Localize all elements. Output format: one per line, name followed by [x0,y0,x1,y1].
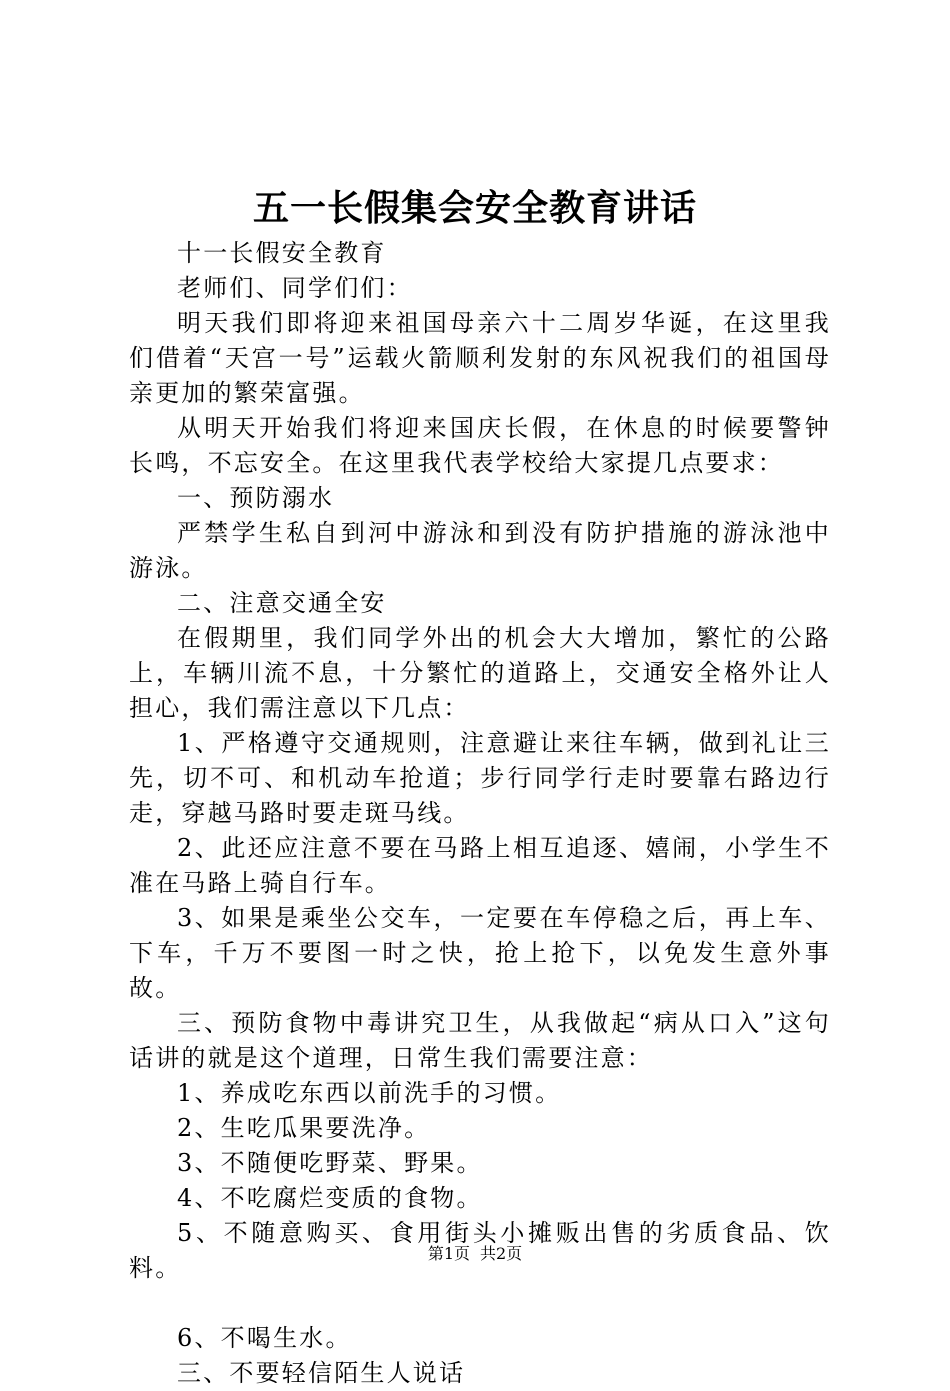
food-item-6: 6、不喝生水。 [177,1324,352,1352]
food-item-1: 1、养成吃东西以前洗手的习惯。 [177,1079,562,1107]
document-body [129,236,831,1391]
food-item-4: 4、不吃腐烂变质的食物。 [177,1184,483,1212]
food-item-3: 3、不随便吃野菜、野果。 [177,1149,483,1177]
heading-traffic: 二、注意交通全安 [177,589,387,617]
paragraph-greeting: 老师们、同学们们： [177,274,413,302]
paragraph-subtitle: 十一长假安全教育 [177,239,387,267]
paragraph-requirements: 从明天开始我们将迎来国庆长假，在休息的时候要警钟长鸣，不忘安全。在这里我代表学校给大家提几点要求： [129,414,831,477]
traffic-item-1: 1、严格遵守交通规则，注意避让来往车辆，做到礼让三先，切不可、和机动车抢道；步行同学行走时要靠右路边行走，穿越马路时要走斑马线。 [129,729,831,827]
heading-drowning: 一、预防溺水 [177,484,335,512]
heading-strangers: 三、不要轻信陌生人说话 [177,1359,466,1387]
paragraph-intro: 明天我们即将迎来祖国母亲六十二周岁华诞，在这里我们借着“天宫一号”运载火箭顺利发射的东风祝我们的祖国母亲更加的繁荣富强。 [129,309,831,407]
document-title: 五一长假集会安全教育讲话 [252,187,697,229]
traffic-item-3: 3、如果是乘坐公交车，一定要在车停稳之后，再上车、下车，千万不要图一时之快，抢上抢下，以免发生意外事故。 [129,904,831,1002]
traffic-item-2: 2、此还应注意不要在马路上相互追逐、嬉闹，小学生不准在马路上骑自行车。 [129,834,831,897]
paragraph-traffic: 在假期里，我们同学外出的机会大大增加，繁忙的公路上，车辆川流不息，十分繁忙的道路上，交通安全格外让人担心，我们需注意以下几点： [129,624,831,722]
food-item-2: 2、生吃瓜果要洗净。 [177,1114,431,1142]
food-item-5: 5、不随意购买、食用街头小摊贩出售的劣质食品、饮料。 [129,1219,831,1282]
heading-food-safety: 三、预防食物中毒讲究卫生，从我做起“病从口入”这句话讲的就是这个道理，日常生我们需要注意： [129,1009,831,1072]
page-total: 共2页 [480,1244,523,1263]
page-footer [0,1243,950,1265]
page-number: 第1页 [427,1244,470,1263]
paragraph-drowning: 严禁学生私自到河中游泳和到没有防护措施的游泳池中游泳。 [129,519,831,582]
